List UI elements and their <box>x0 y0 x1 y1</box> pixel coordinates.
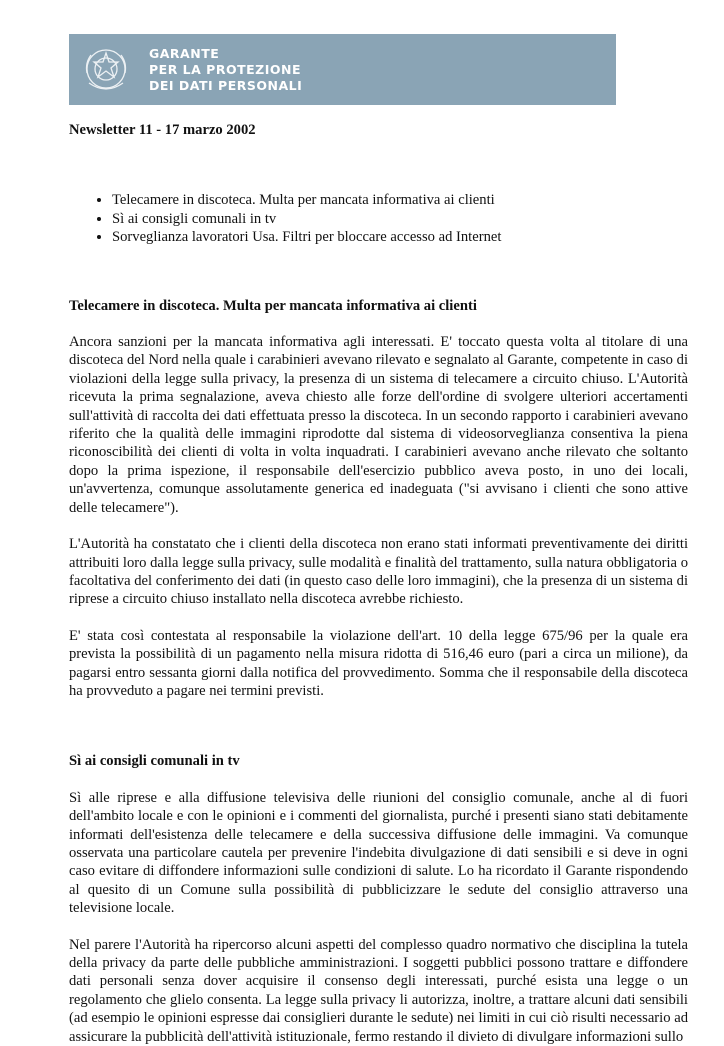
section-paragraph: Ancora sanzioni per la mancata informativa agli interessati. E' toccato questa volta al titolare di una discoteca del Nord nella quale i carabinieri avevano rilevato e segnalato al Garante, competente in caso di violazioni della legge sulla privacy, la presenza di un sistema di telecamere a circuito chiuso. L'Autorità ricevuta la prima segnalazione, aveva chiesto alle forze dell'ordine di svolgere ulteriori accertamenti sull'attività di raccolta dei dati effettuata presso la discoteca. In un secondo rapporto i carabinieri avevano riferito che la qualità delle immagini riprodotte dal sistema di videosorveglianza consentiva la piena riconoscibilità dei clienti di volta in volta inquadrati. I carabinieri avevano anche rilevato che soltanto dopo la prima ispezione, il responsabile dell'esercizio pubblico aveva posto, in uno dei locali, un'avvertenza, comunque assolutamente generica ed inadeguata ("si avvisano i clienti che sono attive delle telecamere"). <box>69 334 688 516</box>
brand-line-3: DEI DATI PERSONALI <box>149 77 303 93</box>
brand-name <box>149 46 302 94</box>
newsletter-title: Newsletter 11 - 17 marzo 2002 <box>69 122 256 138</box>
toc-item[interactable]: • Sì ai consigli comunali in tv <box>112 210 688 228</box>
table-of-contents <box>69 191 688 246</box>
section-paragraph: E' stata così contestata al responsabile la violazione dell'art. 10 della legge 675/96 per la quale era prevista la possibilità di un pagamento nella misura ridotta di 516,46 euro (pari a circa un milione), da pagarsi entro sessanta giorni dalla notifica del provvedimento. Somma che il responsabile della discoteca ha provveduto a pagare nei termini previsti. <box>69 627 688 699</box>
brand-line-1: GARANTE <box>149 45 220 61</box>
section-title: Sì ai consigli comunali in tv <box>69 753 240 770</box>
header-banner <box>69 34 616 105</box>
document-body <box>69 121 688 1046</box>
section-paragraph: L'Autorità ha constatato che i clienti della discoteca non erano stati informati preventivamente dei diritti attribuiti loro dalla legge sulla privacy, sulle modalità e finalità del trattamento, sulla natura obbligatoria o facoltativa del conferimento dei dati (in questo caso delle loro immagini), che la presenza di un sistema di riprese a circuito chiuso installato nella discoteca avrebbe richiesto. <box>69 536 688 608</box>
section-paragraph: Nel parere l'Autorità ha ripercorso alcuni aspetti del complesso quadro normativo che disciplina la tutela della privacy da parte delle pubbliche amministrazioni. I soggetti pubblici possono trattare e diffondere dati personali senza dover acquisire il consenso degli interessati, purché esista una legge o un regolamento che glielo consenta. La legge sulla privacy li autorizza, inoltre, a trattare alcuni dati sensibili (ad esempio le opinioni espresse dai consiglieri durante le sedute) nei limiti in cui ciò risulti necessario ad assicurare la pubblicità dell'attività istituzionale, fermo restando il divieto di divulgare informazioni sullo <box>69 936 688 1045</box>
toc-item[interactable]: • Telecamere in discoteca. Multa per mancata informativa ai clienti <box>112 191 688 209</box>
italian-republic-emblem-icon <box>81 43 131 97</box>
section-paragraph: Sì alle riprese e alla diffusione televisiva delle riunioni del consiglio comunale, anche al di fuori dell'ambito locale e con le opinioni e i commenti del giornalista, purché i presenti siano stati debitamente informati dell'esistenza delle telecamere e della successiva diffusione delle immagini. Va comunque osservata una particolare cautela per prevenire l'indebita divulgazione di dati sensibili e si deve in ogni caso evitare di diffondere informazioni sulle condizioni di salute. Lo ha ricordato il Garante rispondendo al quesito di un Comune sulla possibilità di pubblicizzare le sedute del consiglio attraverso una televisione locale. <box>69 789 688 917</box>
brand-line-2: PER LA PROTEZIONE <box>149 61 301 77</box>
toc-item[interactable]: • Sorveglianza lavoratori Usa. Filtri per bloccare accesso ad Internet <box>112 228 688 246</box>
section-title: Telecamere in discoteca. Multa per mancata informativa ai clienti <box>69 297 477 314</box>
